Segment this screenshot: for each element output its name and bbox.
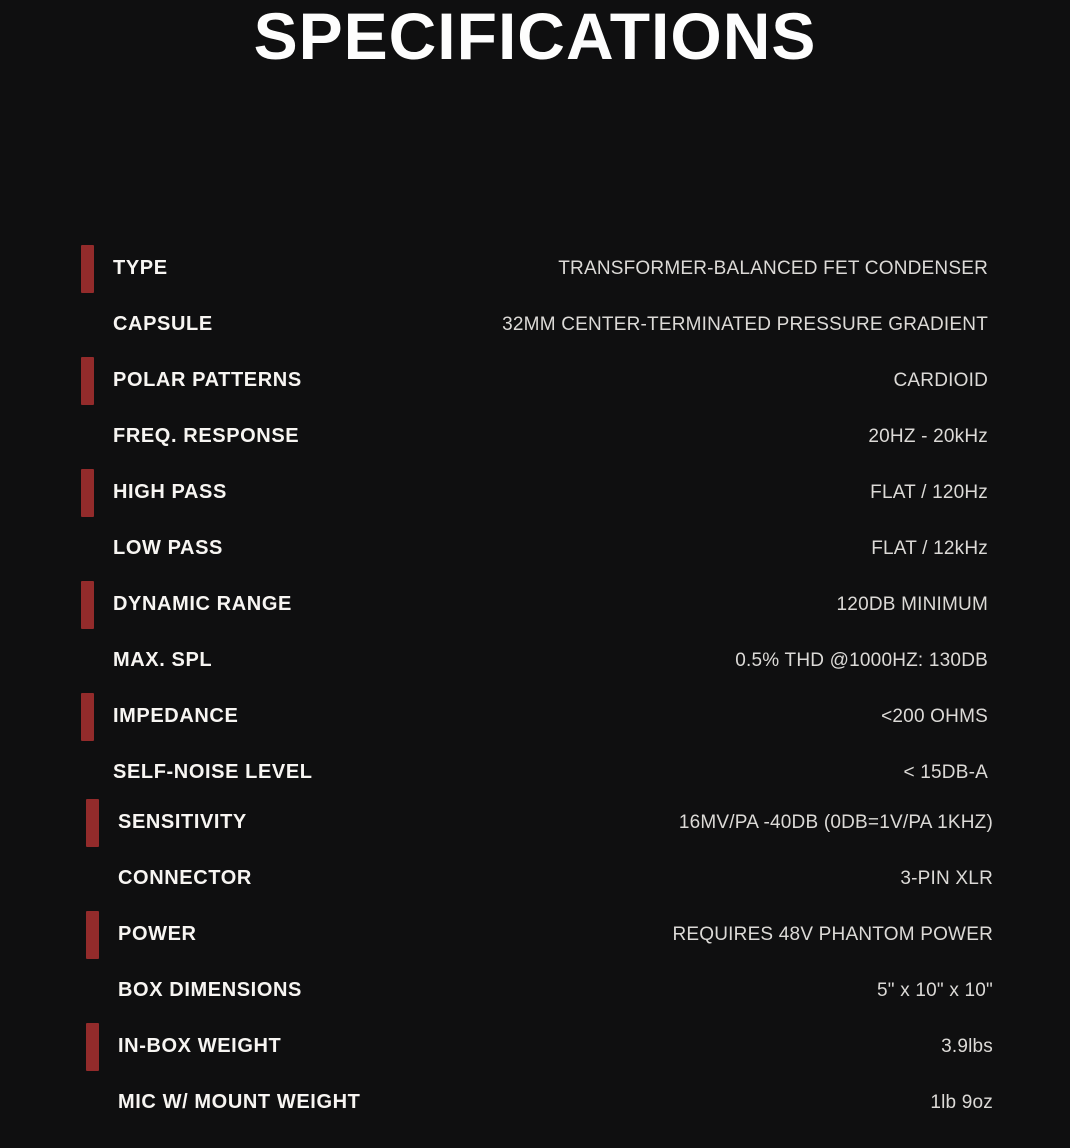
- spec-label: LOW PASS: [113, 537, 223, 560]
- spec-label: CONNECTOR: [118, 867, 252, 890]
- spec-label: BOX DIMENSIONS: [118, 979, 302, 1002]
- spec-label: CAPSULE: [113, 313, 213, 336]
- spec-value: 3-PIN XLR: [900, 867, 993, 889]
- accent-bar-icon: [81, 469, 94, 517]
- spec-row: [0, 353, 1070, 409]
- spec-row: [0, 465, 1070, 521]
- accent-bar-icon: [81, 357, 94, 405]
- spec-value: 120DB MINIMUM: [836, 593, 988, 615]
- accent-bar-icon: [81, 245, 94, 293]
- spec-label: HIGH PASS: [113, 481, 227, 504]
- spec-value: REQUIRES 48V PHANTOM POWER: [672, 923, 993, 945]
- spec-label: FREQ. RESPONSE: [113, 425, 300, 448]
- accent-bar-icon: [81, 581, 94, 629]
- spec-label: IN-BOX WEIGHT: [118, 1035, 282, 1058]
- spec-value: 3.9lbs: [941, 1035, 993, 1057]
- spec-label: TYPE: [113, 257, 168, 280]
- spec-value: FLAT / 120Hz: [870, 481, 988, 503]
- spec-row: [0, 745, 1070, 801]
- spec-row: [5, 851, 1070, 907]
- accent-bar-icon: [86, 1023, 99, 1071]
- accent-bar-icon: [86, 911, 99, 959]
- spec-row: [0, 409, 1070, 465]
- spec-value: CARDIOID: [893, 369, 988, 391]
- spec-label: SELF-NOISE LEVEL: [113, 761, 313, 784]
- spec-list: [0, 241, 1070, 1131]
- spec-value: 32MM CENTER-TERMINATED PRESSURE GRADIENT: [502, 313, 988, 335]
- spec-row: [5, 795, 1070, 851]
- spec-label: MIC W/ MOUNT WEIGHT: [118, 1091, 361, 1114]
- spec-label: SENSITIVITY: [118, 811, 247, 834]
- spec-value: 5" x 10" x 10": [877, 979, 993, 1001]
- spec-row: [5, 963, 1070, 1019]
- spec-label: IMPEDANCE: [113, 705, 239, 728]
- spec-row: [0, 297, 1070, 353]
- page-title: SPECIFICATIONS: [253, 0, 817, 73]
- spec-value: FLAT / 12kHz: [871, 537, 988, 559]
- spec-row: [0, 577, 1070, 633]
- spec-row: [5, 907, 1070, 963]
- accent-bar-icon: [86, 799, 99, 847]
- spec-label: MAX. SPL: [113, 649, 213, 672]
- spec-value: < 15DB-A: [903, 761, 988, 783]
- spec-value: <200 OHMS: [881, 705, 988, 727]
- spec-row: [0, 633, 1070, 689]
- spec-value: 0.5% THD @1000HZ: 130DB: [735, 649, 988, 671]
- accent-bar-icon: [81, 693, 94, 741]
- spec-value: TRANSFORMER-BALANCED FET CONDENSER: [558, 257, 988, 279]
- spec-value: 1lb 9oz: [930, 1091, 993, 1113]
- spec-label: POWER: [118, 923, 197, 946]
- spec-row: [0, 521, 1070, 577]
- spec-row: [5, 1075, 1070, 1131]
- spec-row: [5, 1019, 1070, 1075]
- spec-value: 16MV/PA -40DB (0DB=1V/PA 1KHZ): [678, 811, 993, 833]
- spec-row: [0, 241, 1070, 297]
- spec-value: 20HZ - 20kHz: [868, 425, 988, 447]
- spec-label: DYNAMIC RANGE: [113, 593, 292, 616]
- spec-row: [0, 689, 1070, 745]
- spec-label: POLAR PATTERNS: [113, 369, 302, 392]
